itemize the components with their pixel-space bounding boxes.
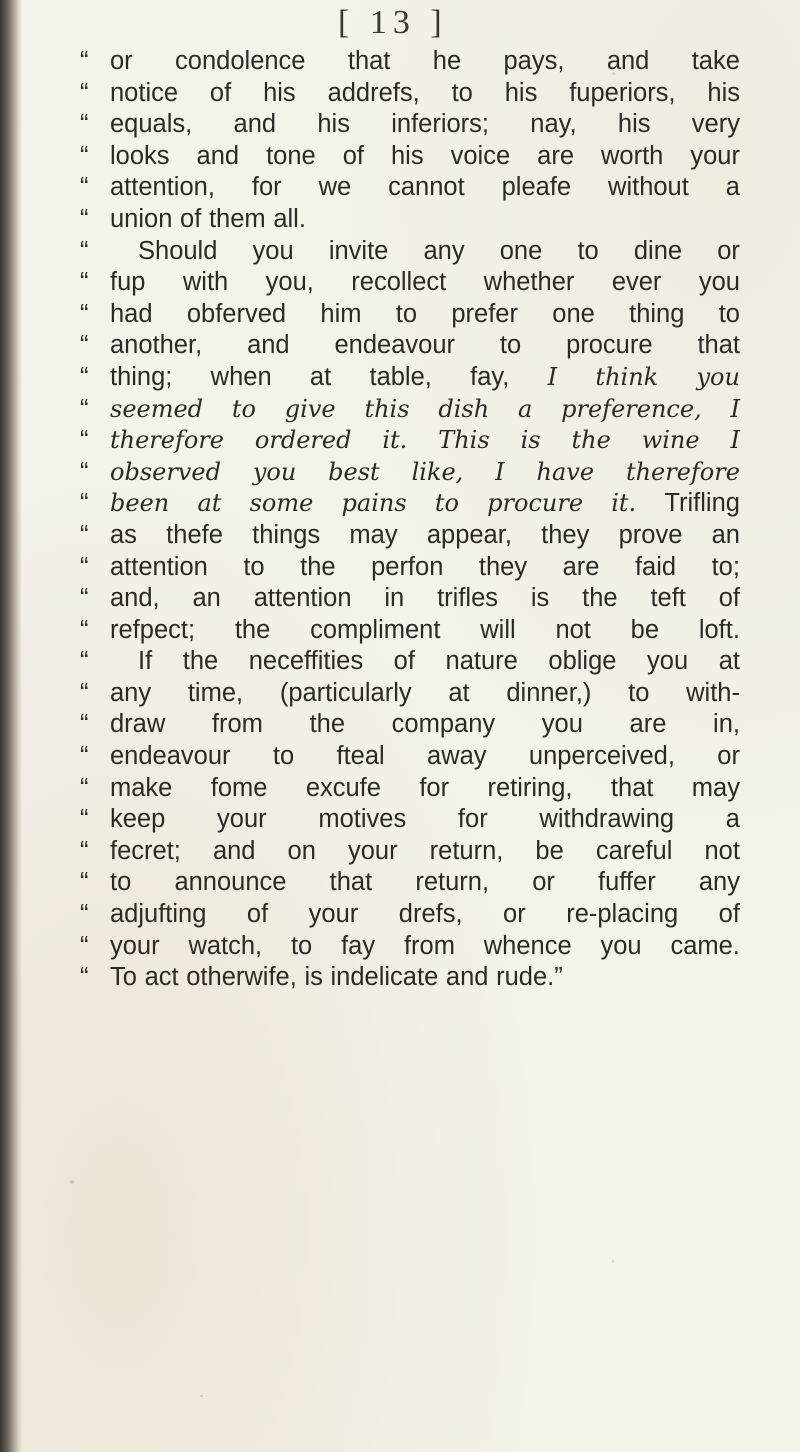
quotation-mark: “ bbox=[80, 457, 89, 486]
line-text: Should you invite any one to dine or bbox=[138, 236, 740, 265]
line-text: looks and tone of his voice are worth your bbox=[110, 141, 740, 170]
text-line bbox=[80, 899, 740, 931]
text-line bbox=[80, 583, 740, 615]
line-text: keep your motives for withdrawing a bbox=[110, 805, 740, 834]
line-text: therefore ordered it. This is the wine I bbox=[110, 426, 740, 455]
quotation-mark: “ bbox=[80, 900, 89, 929]
text-line bbox=[80, 425, 740, 457]
line-text: union of them all. bbox=[110, 204, 306, 233]
paper-speck bbox=[612, 72, 615, 75]
quotation-mark: “ bbox=[80, 268, 89, 297]
line-text: seemed to give this dish a preference, I bbox=[110, 394, 740, 423]
line-text: If the neceffities of nature oblige you at bbox=[138, 647, 740, 676]
quotation-mark: “ bbox=[80, 868, 89, 897]
text-line bbox=[80, 773, 740, 805]
text-line bbox=[80, 867, 740, 899]
line-text: endeavour to fteal away unperceived, or bbox=[110, 742, 740, 771]
text-line bbox=[80, 46, 740, 78]
text-line bbox=[80, 236, 740, 268]
quotation-mark: “ bbox=[80, 836, 89, 865]
line-text: been at some pains to procure it. Trifling bbox=[110, 489, 740, 518]
line-text: adjufting of your drefs, or re-placing of bbox=[110, 900, 740, 929]
quotation-mark: “ bbox=[80, 773, 89, 802]
paper-speck bbox=[612, 1260, 614, 1263]
quotation-mark: “ bbox=[80, 426, 89, 455]
quotation-mark: “ bbox=[80, 362, 89, 391]
quotation-mark: “ bbox=[80, 520, 89, 549]
quotation-mark: “ bbox=[80, 584, 89, 613]
text-line bbox=[80, 836, 740, 868]
quotation-mark: “ bbox=[80, 489, 89, 518]
line-text: notice of his addrefs, to his fuperiors, his bbox=[110, 78, 740, 107]
line-text: attention to the perfon they are faid to; bbox=[110, 552, 740, 581]
quotation-mark: “ bbox=[80, 110, 89, 139]
text-line bbox=[80, 141, 740, 173]
text-line bbox=[80, 78, 740, 110]
page-binding-edge bbox=[0, 0, 22, 1452]
line-text: as thefe things may appear, they prove an bbox=[110, 520, 740, 549]
text-line bbox=[80, 615, 740, 647]
text-line bbox=[80, 394, 740, 426]
line-text: draw from the company you are in, bbox=[110, 710, 740, 739]
line-text: equals, and his inferiors; nay, his very bbox=[110, 110, 740, 139]
line-text: thing; when at table, fay, I think you bbox=[110, 362, 740, 391]
quotation-mark: “ bbox=[80, 710, 89, 739]
text-line bbox=[80, 488, 740, 520]
quotation-mark: “ bbox=[80, 742, 89, 771]
text-line bbox=[80, 804, 740, 836]
quotation-mark: “ bbox=[80, 678, 89, 707]
quotation-mark: “ bbox=[80, 615, 89, 644]
line-text: your watch, to fay from whence you came. bbox=[110, 931, 740, 960]
quotation-mark: “ bbox=[80, 963, 89, 992]
quotation-mark: “ bbox=[80, 141, 89, 170]
quotation-mark: “ bbox=[80, 331, 89, 360]
line-text: any time, (particularly at dinner,) to with- bbox=[110, 678, 740, 707]
quotation-mark: “ bbox=[80, 236, 89, 265]
line-text: fup with you, recollect whether ever you bbox=[110, 268, 740, 297]
text-line bbox=[80, 646, 740, 678]
text-line bbox=[80, 709, 740, 741]
quotation-mark: “ bbox=[80, 299, 89, 328]
quotation-mark: “ bbox=[80, 394, 89, 423]
quotation-mark: “ bbox=[80, 173, 89, 202]
text-line bbox=[80, 172, 740, 204]
text-line bbox=[80, 962, 740, 994]
text-line bbox=[80, 520, 740, 552]
text-line bbox=[80, 678, 740, 710]
text-line bbox=[80, 330, 740, 362]
text-line bbox=[80, 552, 740, 584]
page-number: [ 13 ] bbox=[338, 4, 448, 41]
line-text: make fome excufe for retiring, that may bbox=[110, 773, 740, 802]
quotation-mark: “ bbox=[80, 931, 89, 960]
text-line bbox=[80, 204, 740, 236]
quotation-mark: “ bbox=[80, 78, 89, 107]
text-line bbox=[80, 741, 740, 773]
paragraph-indent bbox=[110, 646, 138, 678]
text-line bbox=[80, 267, 740, 299]
quotation-mark: “ bbox=[80, 47, 89, 75]
paragraph-indent bbox=[110, 236, 138, 268]
line-text: had obferved him to prefer one thing to bbox=[110, 299, 740, 328]
line-text: observed you best like, I have therefore bbox=[110, 457, 740, 486]
quotation-mark: “ bbox=[80, 204, 89, 233]
paper-speck bbox=[70, 1180, 74, 1184]
line-text: another, and endeavour to procure that bbox=[110, 331, 740, 360]
line-text: or condolence that he pays, and take bbox=[110, 47, 740, 75]
line-text: to announce that return, or fuffer any bbox=[110, 868, 740, 897]
line-text: To act otherwife, is indelicate and rude.” bbox=[110, 963, 563, 992]
paper-speck bbox=[200, 1395, 203, 1397]
quotation-mark: “ bbox=[80, 647, 89, 676]
text-line bbox=[80, 299, 740, 331]
text-line bbox=[80, 109, 740, 141]
text-line bbox=[80, 457, 740, 489]
text-line bbox=[80, 931, 740, 963]
quotation-mark: “ bbox=[80, 805, 89, 834]
line-text: refpect; the compliment will not be loft. bbox=[110, 615, 740, 644]
quotation-mark: “ bbox=[80, 552, 89, 581]
line-text: and, an attention in trifles is the teft of bbox=[110, 584, 740, 613]
line-text: attention, for we cannot pleafe without a bbox=[110, 173, 740, 202]
line-text: fecret; and on your return, be careful not bbox=[110, 836, 740, 865]
body-text bbox=[80, 46, 740, 994]
text-line bbox=[80, 362, 740, 394]
